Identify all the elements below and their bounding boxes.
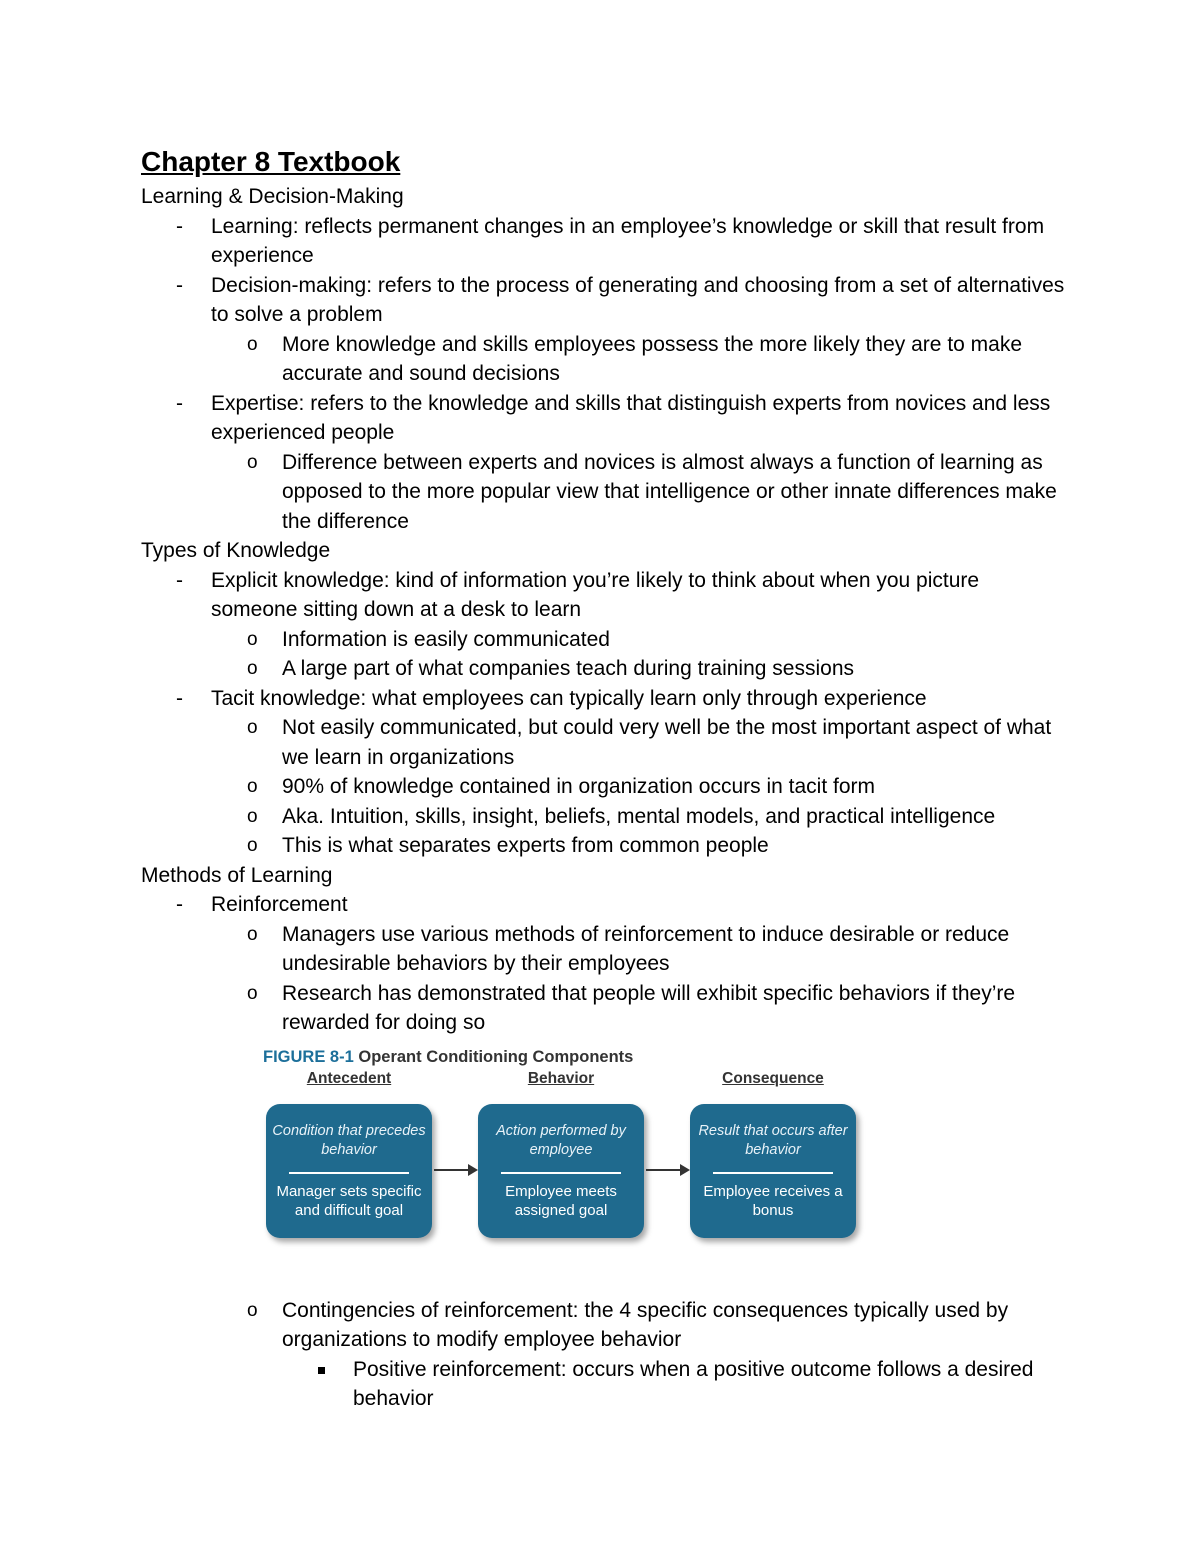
circle-bullet: o <box>247 776 258 797</box>
section-heading-methods: Methods of Learning <box>141 863 333 887</box>
circle-bullet: o <box>247 923 258 945</box>
sub-list-item: o Managers use various methods of reinforcement to induce desirable or reduce undesirable behaviors by their employees <box>211 920 1071 979</box>
sub-list-item: o More knowledge and skills employees possess the more likely they are to make accurate and sound decisions <box>211 330 1071 389</box>
dash-bullet: - <box>176 686 183 710</box>
dash-bullet: - <box>176 893 183 916</box>
sub-list-item: o Not easily communicated, but could very well be the most important aspect of what we learn in organizations <box>211 713 1071 772</box>
sub-list <box>141 448 1071 537</box>
circle-bullet: o <box>247 1299 258 1321</box>
arrow-icon <box>434 1169 476 1171</box>
sub-list-item: o Information is easily communicated <box>211 625 1071 655</box>
methods-list <box>141 890 1071 1038</box>
circle-bullet: o <box>247 982 258 1004</box>
circle-bullet: o <box>247 333 258 355</box>
sub-list-item: o 90% of knowledge contained in organization occurs in tacit form <box>211 772 1071 802</box>
box-description: Condition that precedes behavior <box>272 1122 426 1158</box>
types-list <box>141 566 1071 861</box>
arrow-icon <box>646 1169 688 1171</box>
sub-list-item: o A large part of what companies teach during training sessions <box>211 654 1071 684</box>
consequence-box <box>690 1104 856 1238</box>
list-item: - Explicit knowledge: kind of information you’re likely to think about when you picture someone sitting down at a desk to learn o Information is easily communicated o A large part of what companies teach during training sessions <box>141 566 1071 684</box>
box-example: Employee meets assigned goal <box>505 1182 617 1219</box>
circle-bullet: o <box>247 451 258 473</box>
sub-list-item: o Aka. Intuition, skills, insight, beliefs, mental models, and practical intelligence <box>211 802 1071 832</box>
list-item: - Expertise: refers to the knowledge and skills that distinguish experts from novices and less experienced people o Difference between experts and novices is almost always a function of learning as opposed to the more popular view that intelligence or other innate differences make the difference <box>141 389 1071 537</box>
circle-bullet: o <box>247 805 258 827</box>
figure-caption: FIGURE 8-1 Operant Conditioning Components <box>263 1047 634 1066</box>
spacer <box>141 1248 1071 1296</box>
section-heading-learning: Learning & Decision-Making <box>141 185 404 208</box>
sub-list-item: o Contingencies of reinforcement: the 4 specific consequences typically used by organizations to modify employee behavior Positive reinforcement: occurs when a positive outcome follows a desired behavior <box>141 1296 1071 1414</box>
sub-sub-list-item: Positive reinforcement: occurs when a positive outcome follows a desired behavior <box>282 1355 1071 1414</box>
page-title: Chapter 8 Textbook <box>141 146 401 177</box>
square-bullet <box>318 1367 325 1374</box>
antecedent-box <box>266 1104 432 1238</box>
behavior-box <box>478 1104 644 1238</box>
sub-sub-list <box>141 1355 1071 1414</box>
sub-list <box>141 625 1071 684</box>
sub-list-item: o This is what separates experts from common people <box>211 831 1071 861</box>
list-item: - Decision-making: refers to the process of generating and choosing from a set of alternatives to solve a problem o More knowledge and skills employees possess the more likely they are to make accurate and sound decisions <box>141 271 1071 389</box>
column-head-behavior: Behavior <box>527 1069 595 1087</box>
list-item: - Tacit knowledge: what employees can typically learn only through experience o Not easily communicated, but could very well be the most important aspect of what we learn in organizations o 90% of knowledge contained in organization occurs in tacit form o Aka. Intuition, skills, insight, beliefs, mental models, and practical intelligence o This is what separates experts from common people <box>141 684 1071 861</box>
circle-bullet: o <box>247 835 258 856</box>
learning-list <box>141 212 1071 537</box>
dash-bullet: - <box>176 568 183 592</box>
sub-list <box>141 920 1071 1038</box>
column-head-antecedent: Antecedent <box>306 1069 392 1087</box>
dash-bullet: - <box>176 273 183 297</box>
column-head-consequence: Consequence <box>722 1069 824 1087</box>
list-item: - Learning: reflects permanent changes in an employee’s knowledge or skill that result from experience <box>141 212 1071 271</box>
figure-operant-conditioning <box>261 1048 981 1248</box>
sub-list-item: o Research has demonstrated that people will exhibit specific behaviors if they’re rewarded for doing so <box>211 979 1071 1038</box>
box-example: Manager sets specific and difficult goal <box>276 1182 422 1219</box>
dash-bullet: - <box>176 391 183 415</box>
circle-bullet: o <box>247 658 258 679</box>
sub-list-item: o Difference between experts and novices is almost always a function of learning as opposed to the more popular view that intelligence or other innate differences make the difference <box>211 448 1071 537</box>
box-description: Result that occurs after behavior <box>698 1122 848 1158</box>
section-heading-types: Types of Knowledge <box>141 539 331 562</box>
sub-list <box>141 330 1071 389</box>
circle-bullet: o <box>247 717 258 738</box>
box-example: Employee receives a bonus <box>703 1182 843 1219</box>
list-item: - Reinforcement o Managers use various methods of reinforcement to induce desirable or reduce undesirable behaviors by their employees o Research has demonstrated that people will exhibit specific behaviors if they’re rewarded for doing so <box>141 890 1071 1038</box>
circle-bullet: o <box>247 628 258 650</box>
sub-list <box>141 713 1071 861</box>
contingency-list <box>141 1296 1071 1414</box>
document-page <box>141 142 1071 1414</box>
box-description: Action performed by employee <box>496 1122 626 1158</box>
dash-bullet: - <box>176 214 183 238</box>
